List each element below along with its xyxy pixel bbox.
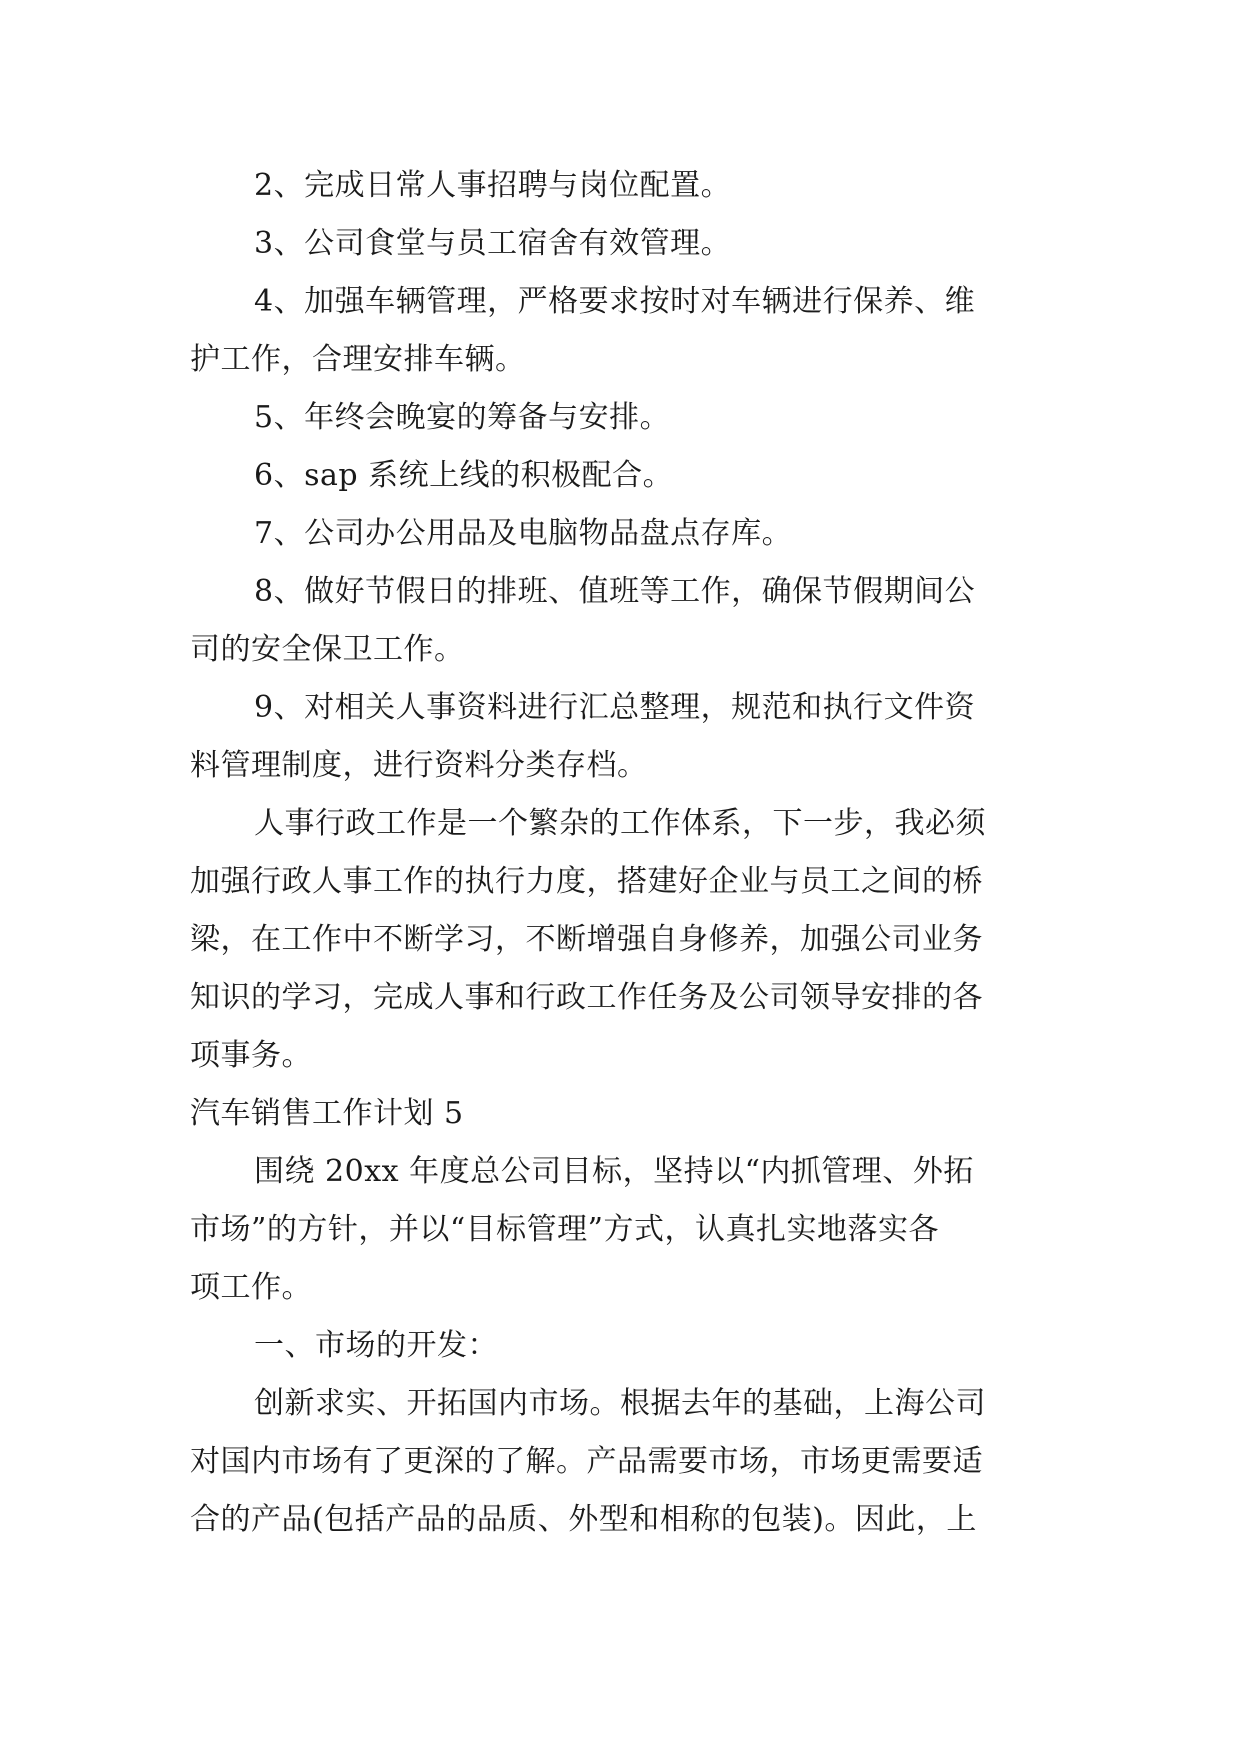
text-line: 4、加强车辆管理，严格要求按时对车辆进行保养、维 <box>254 284 976 319</box>
text-line: 围绕 20xx 年度总公司目标，坚持以“内抓管理、外拓 <box>254 1154 974 1189</box>
text-line: 料管理制度，进行资料分类存档。 <box>190 748 648 783</box>
text-line: 6、sap 系统上线的积极配合。 <box>254 458 674 493</box>
list-item-9 <box>190 679 1060 795</box>
list-item-7 <box>190 505 1060 563</box>
list-item-6 <box>190 447 1060 505</box>
text-line: 梁，在工作中不断学习，不断增强自身修养，加强公司业务 <box>190 922 983 957</box>
market-paragraph <box>190 1375 1060 1549</box>
text-line: 对国内市场有了更深的了解。产品需要市场，市场更需要适 <box>190 1444 983 1479</box>
text-line: 知识的学习，完成人事和行政工作任务及公司领导安排的各 <box>190 980 983 1015</box>
text-line: 9、对相关人事资料进行汇总整理，规范和执行文件资 <box>254 690 976 725</box>
text-line: 加强行政人事工作的执行力度，搭建好企业与员工之间的桥 <box>190 864 983 899</box>
text-line: 司的安全保卫工作。 <box>190 632 465 667</box>
list-item-2 <box>190 157 1060 215</box>
text-line: 护工作，合理安排车辆。 <box>190 342 526 377</box>
text-line: 一、市场的开发： <box>254 1328 498 1363</box>
document-body <box>190 157 1060 1549</box>
text-line: 3、公司食堂与员工宿舍有效管理。 <box>254 226 732 261</box>
intro-paragraph <box>190 1143 1060 1317</box>
heading-text: 汽车销售工作计划 5 <box>190 1096 464 1131</box>
summary-paragraph <box>190 795 1060 1085</box>
text-line: 项工作。 <box>190 1270 312 1305</box>
list-item-8 <box>190 563 1060 679</box>
text-line: 创新求实、开拓国内市场。根据去年的基础，上海公司 <box>254 1386 986 1421</box>
list-item-3 <box>190 215 1060 273</box>
text-line: 2、完成日常人事招聘与岗位配置。 <box>254 168 732 203</box>
text-line: 8、做好节假日的排班、值班等工作，确保节假期间公 <box>254 574 976 609</box>
text-line: 7、公司办公用品及电脑物品盘点存库。 <box>254 516 793 551</box>
text-line: 人事行政工作是一个繁杂的工作体系，下一步，我必须 <box>254 806 986 841</box>
subheading-market <box>190 1317 1060 1375</box>
list-item-5 <box>190 389 1060 447</box>
list-item-4 <box>190 273 1060 389</box>
text-line: 项事务。 <box>190 1038 312 1073</box>
text-line: 合的产品(包括产品的品质、外型和相称的包装)。因此，上 <box>190 1502 977 1537</box>
section-heading <box>190 1085 1060 1143</box>
text-line: 市场”的方针，并以“目标管理”方式，认真扎实地落实各 <box>190 1212 940 1247</box>
text-line: 5、年终会晚宴的筹备与安排。 <box>254 400 671 435</box>
